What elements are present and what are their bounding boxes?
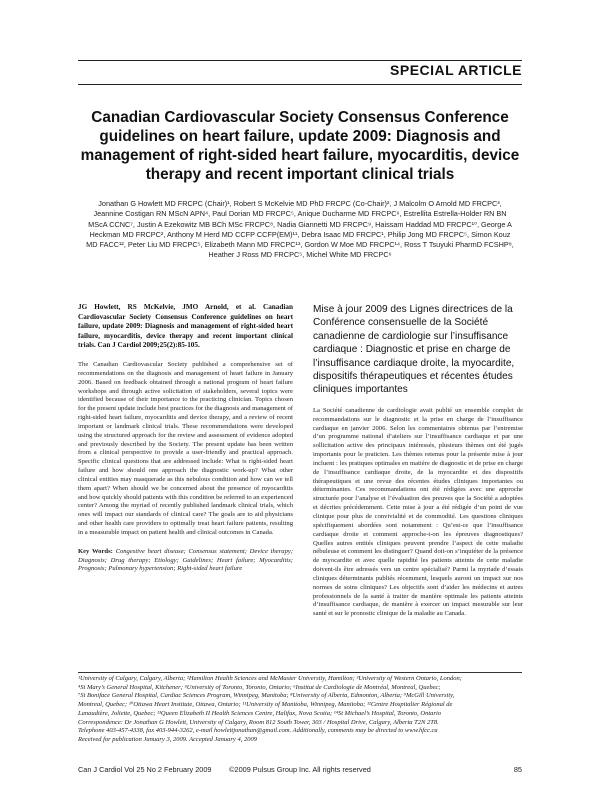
affiliation-rule — [78, 672, 522, 673]
section-label: SPECIAL ARTICLE — [390, 62, 522, 78]
french-abstract: La Société canadienne de cardiologie avait publié un ensemble complet de recommandations sur le diagnostic et la prise en charge de l’insuffisance cardiaque en janvier 2006. Selon les commentaires obtenus par l’entremise d’un programme national d’ateliers sur l’insuffisance cardiaque et par une sollicitation active des principaux intéressés, plusieurs thèmes ont été jugés importants pour le praticien. Les thèmes retenus pour la présente mise à jour incluent : les pratiques optimales en matière de diagnostic et de prise en charge de l’insuffisance cardiaque droite, de la myocardite et des dispositifs thérapeutiques et une revue des récentes études cliniques importantes ou déterminantes. Ces recommandations ont été rédigées avec une approche structurée pour l’analyse et l’évaluation des preuves que la Société a adoptées et décrites précédemment. Cette mise à jour a été rédigée d’un point de vue clinique pour plus de convivialité et de commodité. Les questions cliniques spécifiquement abordées sont notamment : Qu’est-ce que l’insuffisance cardiaque droite et comment approche-t-on les épreuves diagnostiques? Quelles autres entités cliniques peuvent prendre l’aspect de cette maladie nébuleuse et comment les distinguer? Quand doit-on s’inquiéter de la présence de myocardite et avec quelle rapidité les patients atteints de cette maladie doivent-ils être adressés vers un centre spécialisé? Parmi la myriade d’essais cliniques déterminants publiés récemment, lesquels auront un impact sur nos normes de soins cliniques? Les objectifs sont d’aider les médecins et autres professionnels de la santé à traiter de manière optimale les patients atteints d’insuffisance cardiaque, de manière à exercer un impact mesurable sur leur santé et sur le pronostic clinique de la maladie au Canada. — [313, 406, 523, 618]
french-abstract-column — [313, 303, 523, 619]
affiliation-line: Montreal, Quebec; ¹⁰Ottawa Heart Institute, Ottawa, Ontario; ¹¹University of Manitoba, Winnipeg, Manitoba; ¹²Centre Hospitalier Régional de — [78, 701, 453, 709]
header-rule-bottom — [78, 84, 522, 85]
affiliation-line: ¹University of Calgary, Calgary, Alberta; ²Hamilton Health Sciences and McMaster University, Hamilton; ³University of Western Ontario, London; — [78, 675, 462, 682]
french-title: Mise à jour 2009 des Lignes directrices de la Conférence consensuelle de la Société canadienne de cardiologie sur l’insuffisance cardiaque : Diagnostic et prise en charge de l’insuffisance cardiaque droite, la myocardite, dispositifs thérapeutiques et récentes études cliniques importantes — [313, 304, 515, 396]
affiliation-line: Lanaudière, Joliette, Quebec; ¹³Queen Elizabeth II Health Sciences Centre, Halifax, Nova Scotia; ¹⁴St Michael’s Hospital, Toronto, Ontario — [78, 709, 442, 717]
article-title: Canadian Cardiovascular Society Consensus Conference guidelines on heart failure, update 2009: Diagnosis and management of right-sided heart failure, myocarditis, device therapy and recent important clinical trials — [80, 109, 520, 183]
english-abstract-column — [78, 303, 293, 574]
affiliations — [78, 675, 522, 745]
keywords-text: Congestive heart disease; Consensus statement; Device therapy; Diagnosis; Drug therapy; Etiology; Guidelines; Heart failure; Myocarditis; Prognosis; Pulmonary hypertension; Right-sided heart failure — [78, 547, 294, 573]
keywords — [78, 548, 293, 574]
page-number: 85 — [513, 765, 522, 774]
correspondence-line: Correspondence: Dr Jonathan G Howlett, University of Calgary, Room 812 South Tower, 303 / Hospital Drive, Calgary, Alberta T2N 2T8. — [78, 718, 439, 726]
english-abstract: The Canadian Cardiovascular Society published a comprehensive set of recommendations on the diagnosis and management of heart failure in January 2006. Based on feedback obtained through a national program of heart failure workshops and through active solicitation of stakeholders, several topics were identified because of their importance to the practicing clinician. Topics chosen for the present update include best practices for the diagnosis and management of right-sided heart failure, myocarditis and device therapy, and a review of recent important or landmark clinical trials. These recommendations were developed using the structured approach for the review and assessment of evidence adopted and previously described by the Society. The present update has been written from a clinical perspective to provide a user-friendly and practical approach. Specific clinical questions that are addressed include: What is right-sided heart failure and how should one approach the diagnostic work-up? What other clinical entities may masquerade as this nebulous condition and how can we tell them apart? When should we be concerned about the presence of myocarditis and how quickly should patients with this condition be referred to an experienced center? Among the myriad of recently published landmark clinical trials, which ones will impact our standards of clinical care? The goals are to aid physicians and other health care providers to optimally treat heart failure patients, resulting in a measurable impact on patient health and clinical outcomes in Canada. — [78, 360, 293, 536]
journal-info: Can J Cardiol Vol 25 No 2 February 2009 — [78, 765, 212, 774]
copyright: ©2009 Pulsus Group Inc. All rights reserved — [229, 765, 371, 774]
header-rule-top — [78, 60, 522, 61]
citation: JG Howlett, RS McKelvie, JMO Arnold, et al. Canadian Cardiovascular Society Consensus Conference guidelines on heart failure, update 2009: Diagnosis and management of right-sided heart failure, myocarditis, device therapy and recent important clinical trials. Can J Cardiol 2009;25(2):85-105. — [78, 303, 293, 350]
received-line: Received for publication January 3, 2009. Accepted January 4, 2009 — [78, 735, 257, 743]
affiliation-line: ⁷St Boniface General Hospital, Cardiac Sciences Program, Winnipeg, Manitoba; ⁸University of Alberta, Edmonton, Alberta; ⁹McGill University, — [78, 692, 455, 700]
keywords-label: Key Words: — [78, 547, 113, 555]
affiliation-line: ⁴St Mary’s General Hospital, Kitchener; ⁵University of Toronto, Toronto, Ontario; ⁶Institut de Cardiologie de Montréal, Montreal, Quebec; — [78, 683, 441, 691]
author-list: Jonathan G Howlett MD FRCPC (Chair)¹, Robert S McKelvie MD PhD FRCPC (Co-Chair)², J Malcolm O Arnold MD FRCPC³, Jeannine Costigan RN MScN APN⁴, Paul Dorian MD FRCPC⁵, Anique Ducharme MD FRCPC⁶, Estrellita Estrella-Holder RN BN MScA CCNC⁷, Justin A Ezekowitz MB BCh MSc FRCPC⁸, Nadia Giannetti MD FRCPC⁹, Haissam Haddad MD FRCPC¹⁰, George A Heckman MD FRCPC², Anthony M Herd MD CCFP CCFP(EM)¹¹, Debra Isaac MD FRCPC¹, Philip Jong MD FRCPC⁵, Simon Kouz MD FACC¹², Peter Liu MD FRCPC⁵, Elizabeth Mann MD FRCPC¹³, Gordon W Moe MD FRCPC¹⁴, Ross T Tsuyuki PharmD FCSHP⁸, Heather J Ross MD FRCPC⁵, Michel White MD FRCPC⁶ — [86, 199, 514, 260]
contact-line: Telephone 403-457-4338, fax 403-944-3262, e-mail howlettjonathan@gmail.com. Additionally, comments may be directed to www.hfcc.ca — [78, 727, 438, 735]
